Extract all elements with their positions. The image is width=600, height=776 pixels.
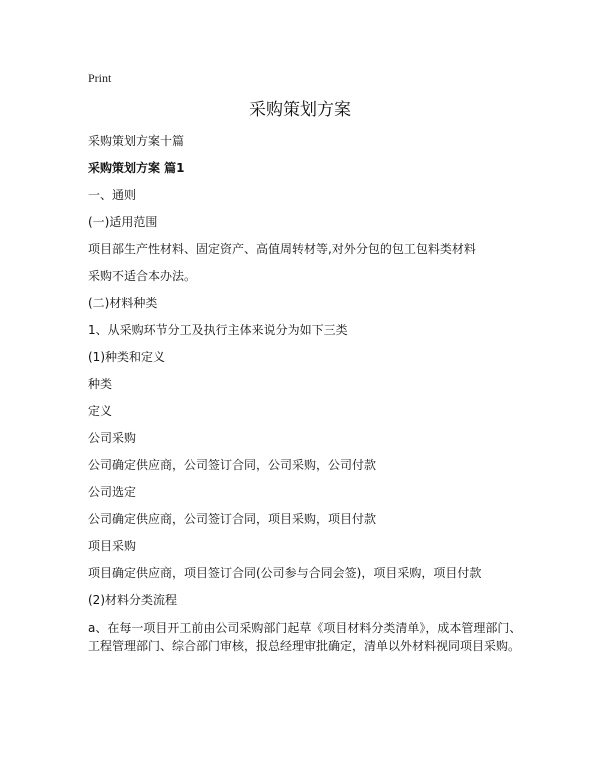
final-paragraph: a、在每一项目开工前由公司采购部门起草《项目材料分类清单》，成本管理部门、工程管理部门、综合部门审核，报总经理审批确定，清单以外材料视同项目采购。 xyxy=(88,621,522,653)
text-line: 1、从采购环节分工及执行主体来说分为如下三类 xyxy=(88,323,348,337)
text-line: (2)材料分类流程 xyxy=(88,593,177,607)
section-title: 采购策划方案 篇1 xyxy=(88,161,185,175)
text-line: 项目确定供应商，项目签订合同(公司参与合同会签)，项目采购，项目付款 xyxy=(88,566,482,580)
text-line: (1)种类和定义 xyxy=(88,350,165,364)
text-line: 公司采购 xyxy=(88,431,137,445)
text-line: 公司确定供应商，公司签订合同，项目采购，项目付款 xyxy=(88,512,377,526)
text-line: 定义 xyxy=(88,404,113,418)
text-line: 公司确定供应商，公司签订合同，公司采购，公司付款 xyxy=(88,458,377,472)
text-line: 项目部生产性材料、固定资产、高值周转材等,对外分包的包工包料类材料 xyxy=(88,242,476,256)
print-label: Print xyxy=(88,71,112,85)
text-line: 公司选定 xyxy=(88,485,137,499)
text-line: 一、通则 xyxy=(88,188,137,202)
document-title: 采购策划方案 xyxy=(249,100,351,120)
text-line: (二)材料种类 xyxy=(88,296,158,310)
text-line: 种类 xyxy=(88,377,113,391)
text-line: 采购不适合本办法。 xyxy=(88,269,197,283)
document-subtitle: 采购策划方案十篇 xyxy=(88,134,185,148)
text-line: 项目采购 xyxy=(88,539,137,553)
text-line: (一)适用范围 xyxy=(88,215,158,229)
